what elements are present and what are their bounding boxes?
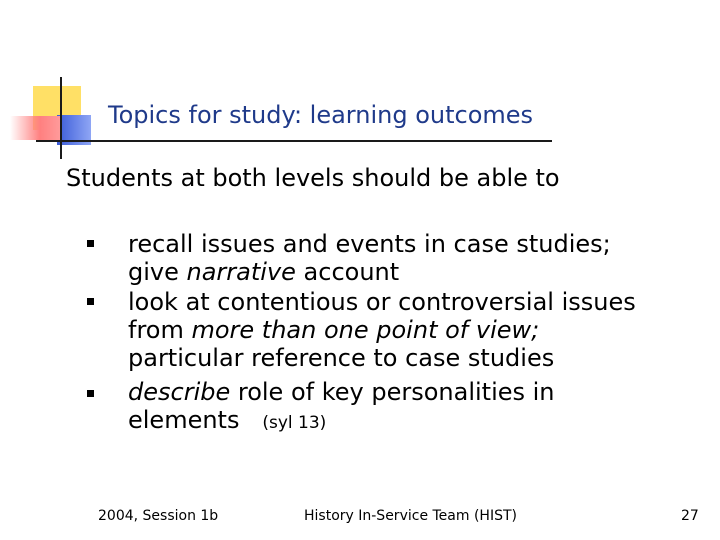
bullet-2-line-2	[128, 316, 539, 344]
bullet-3-line-2	[128, 406, 326, 437]
decorative-vertical-line	[60, 77, 62, 159]
bullet-marker	[87, 390, 94, 397]
title-underline	[36, 140, 552, 142]
footer-organization: History In-Service Team (HIST)	[304, 508, 517, 524]
bullet-3-line-1	[128, 378, 555, 406]
intro-text: Students at both levels should be able to	[66, 164, 560, 192]
slide-title: Topics for study: learning outcomes	[108, 101, 534, 129]
emphasis-text: describe	[128, 378, 231, 406]
text: account	[295, 258, 400, 286]
bullet-1-line-1: recall issues and events in case studies;	[128, 230, 611, 258]
emphasis-text: narrative	[186, 258, 296, 286]
text: from	[128, 316, 192, 344]
text: elements	[128, 406, 240, 434]
syllabus-reference: (syl 13)	[262, 413, 327, 433]
footer-date-session: 2004, Session 1b	[98, 508, 219, 524]
emphasis-text: more than one point of view;	[191, 316, 540, 344]
decorative-red-bar	[10, 116, 60, 140]
bullet-marker	[87, 240, 94, 247]
bullet-marker	[87, 298, 94, 305]
bullet-2-line-3: particular reference to case studies	[128, 344, 555, 372]
bullet-1-line-2	[128, 258, 399, 286]
page-number: 27	[681, 508, 699, 524]
bullet-2-line-1: look at contentious or controversial issues	[128, 288, 636, 316]
text: role of key personalities in	[230, 378, 555, 406]
text: give	[128, 258, 187, 286]
